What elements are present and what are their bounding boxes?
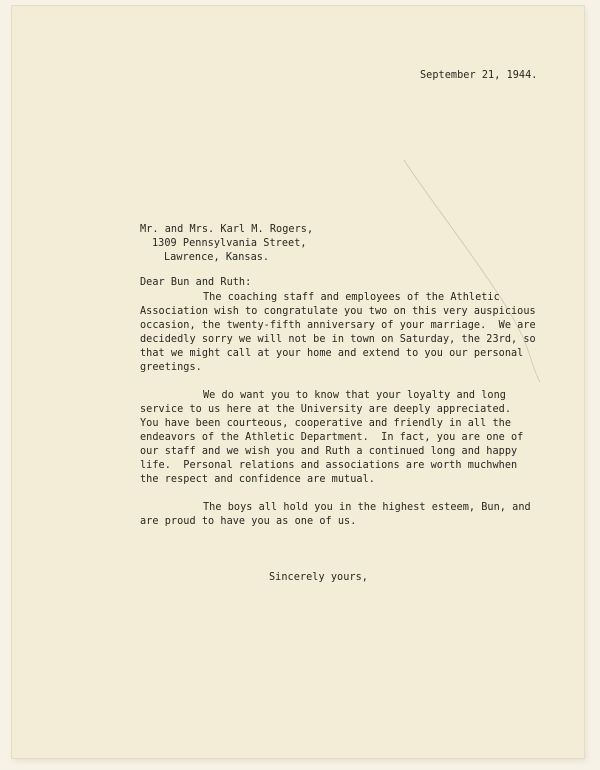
paragraph-1-line-3: occasion, the twenty-fifth anniversary of your marriage. We are [140,320,536,331]
paragraph-1-line-5: that we might call at your home and extend to you our personal [140,348,524,359]
paragraph-2-line-4: endeavors of the Athletic Department. In fact, you are one of [140,432,524,443]
recipient-city: Lawrence, Kansas. [164,252,270,263]
paragraph-2-line-2: service to us here at the University are deeply appreciated. [140,404,512,415]
recipient-street: 1309 Pennsylvania Street, [152,238,307,249]
paragraph-3-line-1: The boys all hold you in the highest esteem, Bun, and [203,502,531,513]
recipient-name: Mr. and Mrs. Karl M. Rogers, [140,224,314,235]
paragraph-2-line-6: life. Personal relations and associations are worth muchwhen [140,460,518,471]
paragraph-2-line-7: the respect and confidence are mutual. [140,474,375,485]
paragraph-1-line-1: The coaching staff and employees of the Athletic [203,292,500,303]
paragraph-1-line-6: greetings. [140,362,202,373]
paragraph-3-line-2: are proud to have you as one of us. [140,516,357,527]
paragraph-2-line-1: We do want you to know that your loyalty and long [203,390,506,401]
paragraph-2-line-3: You have been courteous, cooperative and friendly in all the [140,418,512,429]
paragraph-1-line-4: decidedly sorry we will not be in town on Saturday, the 23rd, so [140,334,536,345]
letter-page [12,6,584,758]
closing: Sincerely yours, [269,572,368,583]
letter-date: September 21, 1944. [420,70,538,81]
paragraph-2-line-5: our staff and we wish you and Ruth a continued long and happy [140,446,518,457]
salutation: Dear Bun and Ruth: [140,277,252,288]
paragraph-1-line-2: Association wish to congratulate you two on this very auspicious [140,306,536,317]
